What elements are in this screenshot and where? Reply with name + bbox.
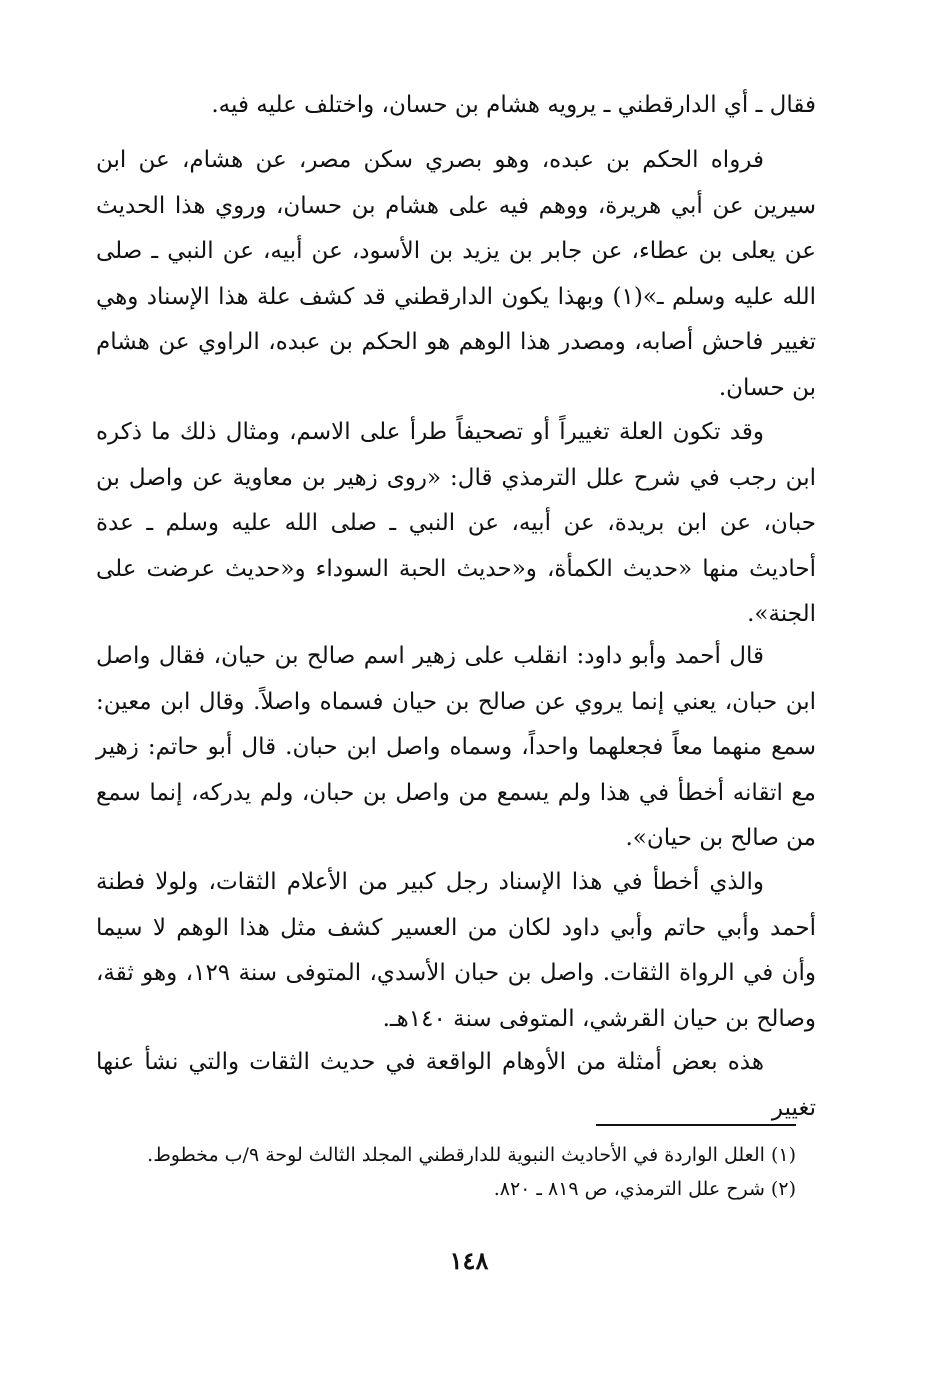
paragraph-5: والذي أخطأ في هذا الإسناد رجل كبير من الأعلام الثقات، ولولا فطنة أحمد وأبي حاتم وأبي داود لكان من العسير كشف مثل هذا الوهم لا سيما وأن في الرواة الثقات. واصل بن حبان الأسدي، المتوفى سنة ١٢٩، وهو ثقة، وصالح بن حيان القرشي، المتوفى سنة ١٤٠هـ. (96, 869, 816, 1032)
footnote-2: (٢) شرح علل الترمذي، ص ٨١٩ ـ ٨٢٠. (493, 1178, 796, 1200)
footnotes-list (96, 1138, 796, 1206)
paragraph-1: فقال ـ أي الدارقطني ـ يرويه هشام بن حسان، واختلف عليه فيه. (211, 92, 816, 118)
footnote-1: (١) العلل الواردة في الأحاديث النبوية للدارقطني المجلد الثالث لوحة ٩/ب مخطوط. (147, 1144, 796, 1166)
page-number: ١٤٨ (449, 1246, 489, 1275)
footnote-separator (596, 1124, 796, 1126)
paragraph-6: هذه بعض أمثلة من الأوهام الواقعة في حديث الثقات والتي نشأ عنها تغيير (96, 1049, 816, 1121)
paragraph-2: فرواه الحكم بن عبده، وهو بصري سكن مصر، عن هشام، عن ابن سيرين عن أبي هريرة، ووهم فيه على هشام بن حسان، وروي هذا الحديث عن يعلى بن عطاء، عن جابر بن يزيد بن الأسود، عن أبيه، عن النبي ـ صلى الله عليه وسلم ـ»(١) وبهذا يكون الدارقطني قد كشف علة هذا الإسناد وهي تغيير فاحش أصابه، ومصدر هذا الوهم هو الحكم بن عبده، الراوي عن هشام بن حسان. (96, 147, 816, 401)
paragraph-4: قال أحمد وأبو داود: انقلب على زهير اسم صالح بن حيان، فقال واصل ابن حبان، يعني إنما يروي عن صالح بن حيان فسماه واصلاً. وقال ابن معين: سمع منهما معاً فجعلهما واحداً، وسماه واصل ابن حبان. قال أبو حاتم: زهير مع اتقانه أخطأ في هذا ولم يسمع من واصل بن حبان، ولم يدركه، إنما سمع من صالح بن حيان». (96, 643, 816, 851)
paragraph-3: وقد تكون العلة تغييراً أو تصحيفاً طرأ على الاسم، ومثال ذلك ما ذكره ابن رجب في شرح علل الترمذي قال: «روى زهير بن معاوية عن واصل بن حبان، عن ابن بريدة، عن أبيه، عن النبي ـ صلى الله عليه وسلم ـ عدة أحاديث منها «حديث الكمأة، و«حديث الحبة السوداء و«حديث عرضت على الجنة». (96, 419, 816, 627)
